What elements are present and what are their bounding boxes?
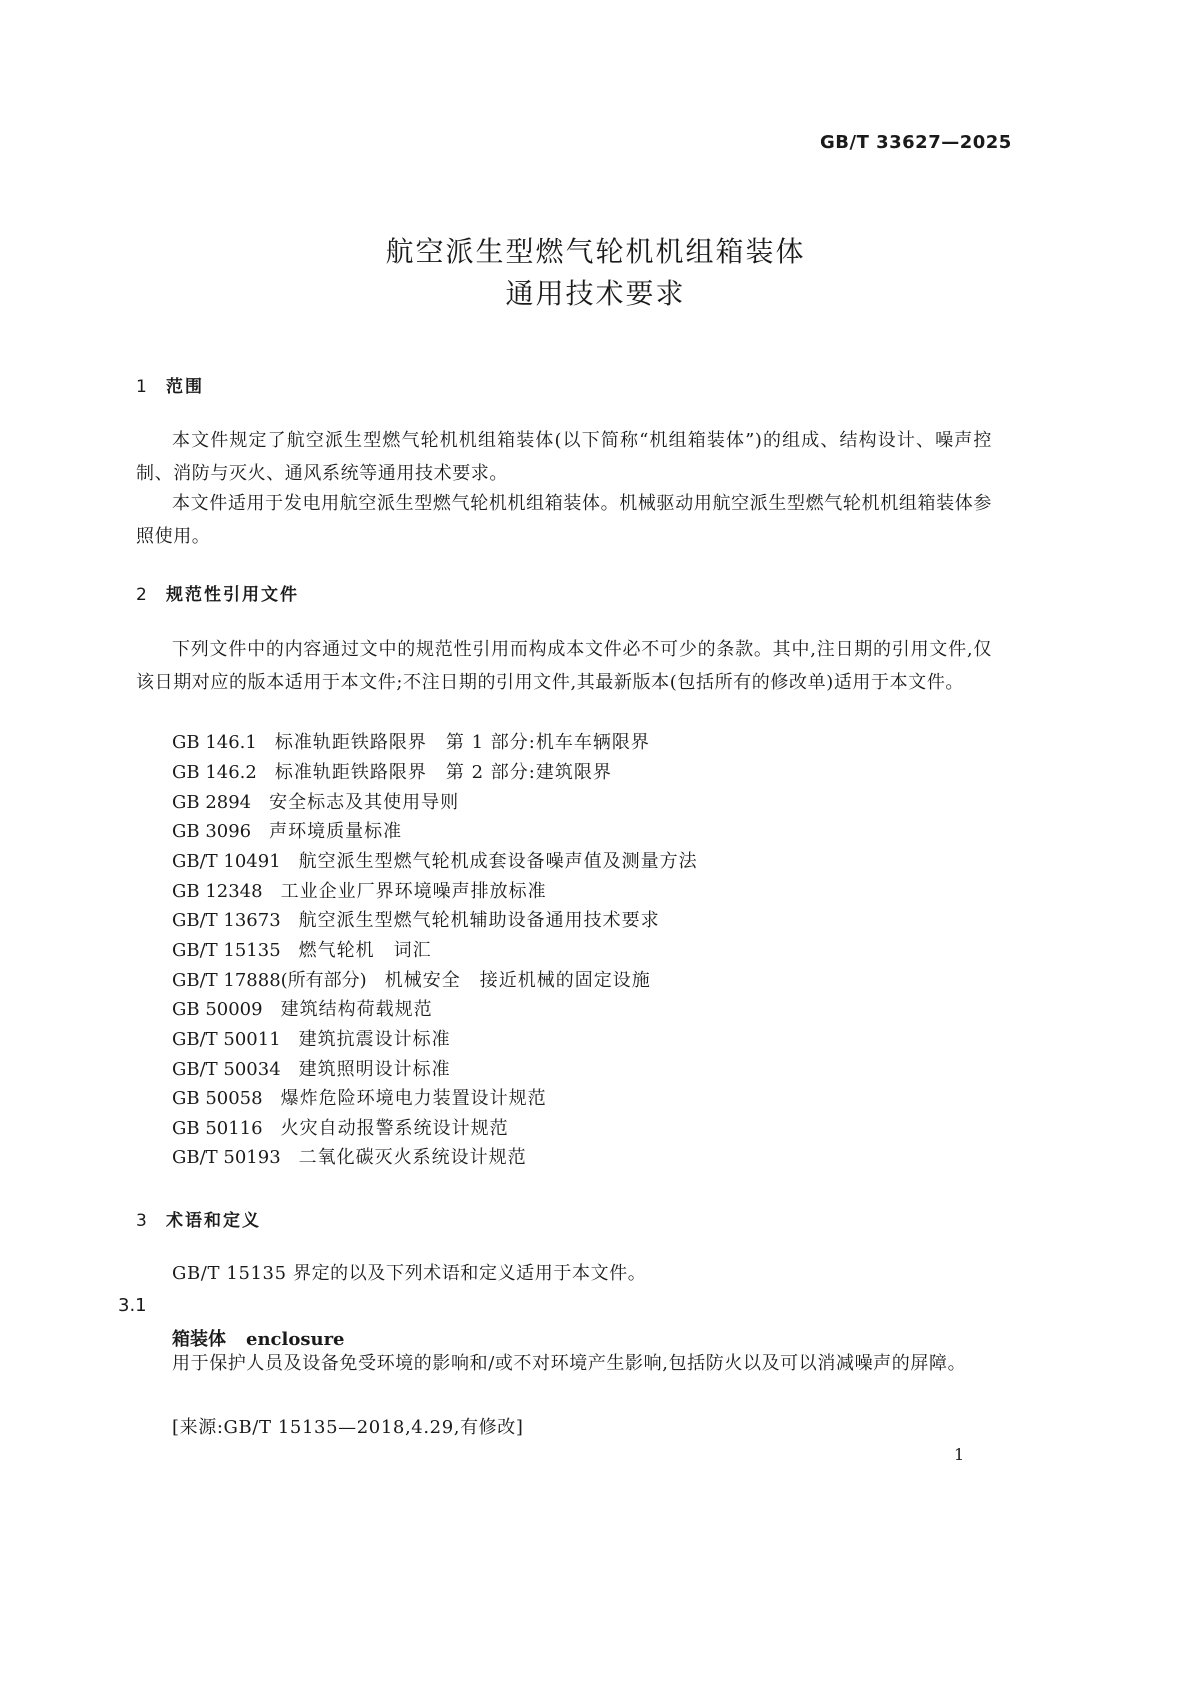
reference-name: 建筑抗震设计标准 — [298, 1029, 451, 1050]
document-title-line-2: 通用技术要求 — [505, 277, 686, 310]
reference-item — [172, 817, 402, 843]
reference-name: 标准轨距铁路限界 第 1 部分:机车车辆限界 — [274, 732, 650, 753]
reference-item — [172, 936, 432, 962]
reference-name: 机械安全 接近机械的固定设施 — [384, 970, 651, 991]
reference-code: GB 146.1 — [172, 732, 257, 753]
document-title-line-1: 航空派生型燃气轮机机组箱装体 — [385, 235, 806, 268]
reference-item — [172, 906, 660, 932]
reference-name: 标准轨距铁路限界 第 2 部分:建筑限界 — [274, 762, 612, 783]
reference-code: GB 50116 — [172, 1118, 263, 1139]
reference-item — [172, 788, 459, 814]
reference-name: 声环境质量标准 — [269, 821, 403, 842]
reference-name: 建筑照明设计标准 — [298, 1059, 451, 1080]
reference-item — [172, 1055, 451, 1081]
reference-item — [172, 966, 651, 992]
reference-item — [172, 847, 698, 873]
reference-name: 火灾自动报警系统设计规范 — [280, 1118, 509, 1139]
reference-code: GB 2894 — [172, 792, 252, 813]
reference-name: 燃气轮机 词汇 — [298, 940, 432, 961]
section-1-paragraph-1: 本文件规定了航空派生型燃气轮机机组箱装体(以下简称“机组箱装体”)的组成、结构设计、噪声控制、消防与灭火、通风系统等通用技术要求。 — [136, 430, 992, 484]
reference-code: GB/T 17888(所有部分) — [172, 970, 367, 991]
term-definition: 用于保护人员及设备免受环境的影响和/或不对环境产生影响,包括防火以及可以消减噪声的屏障。 — [172, 1353, 967, 1374]
section-1-heading — [136, 372, 204, 397]
reference-item — [172, 758, 612, 784]
section-1-paragraph-2: 本文件适用于发电用航空派生型燃气轮机机组箱装体。机械驱动用航空派生型燃气轮机机组箱装体参照使用。 — [136, 493, 992, 547]
reference-code: GB/T 10491 — [172, 851, 281, 872]
standard-code: GB/T 33627—2025 — [820, 132, 1012, 153]
reference-name: 航空派生型燃气轮机成套设备噪声值及测量方法 — [298, 851, 698, 872]
section-3-heading — [136, 1206, 261, 1231]
section-3-title: 术语和定义 — [166, 1211, 261, 1231]
term-chinese: 箱装体 — [172, 1329, 226, 1350]
reference-item — [172, 995, 433, 1021]
reference-code: GB 146.2 — [172, 762, 257, 783]
reference-name: 二氧化碳灭火系统设计规范 — [298, 1147, 527, 1168]
reference-code: GB/T 50034 — [172, 1059, 281, 1080]
reference-name: 建筑结构荷载规范 — [280, 999, 433, 1020]
reference-name: 安全标志及其使用导则 — [269, 792, 460, 813]
reference-code: GB 50058 — [172, 1088, 263, 1109]
section-2-number: 2 — [136, 585, 147, 605]
section-2-intro: 下列文件中的内容通过文中的规范性引用而构成本文件必不可少的条款。其中,注日期的引用文件,仅该日期对应的版本适用于本文件;不注日期的引用文件,其最新版本(包括所有的修改单)适用于本文件。 — [136, 639, 992, 693]
reference-item — [172, 1025, 451, 1051]
section-2-title: 规范性引用文件 — [166, 585, 299, 605]
page-number: 1 — [954, 1445, 965, 1464]
section-1-title: 范围 — [166, 377, 204, 397]
reference-item — [172, 728, 650, 754]
term-source: [来源:GB/T 15135—2018,4.29,有修改] — [172, 1417, 524, 1438]
reference-item — [172, 1143, 527, 1169]
reference-code: GB/T 15135 — [172, 940, 281, 961]
reference-item — [172, 1084, 547, 1110]
section-2-heading — [136, 580, 299, 605]
section-1-number: 1 — [136, 377, 147, 397]
reference-code: GB 12348 — [172, 881, 263, 902]
reference-name: 工业企业厂界环境噪声排放标准 — [280, 881, 547, 902]
reference-code: GB 3096 — [172, 821, 252, 842]
reference-item — [172, 877, 547, 903]
section-3-number: 3 — [136, 1211, 147, 1231]
term-english: enclosure — [246, 1329, 345, 1350]
reference-code: GB/T 13673 — [172, 910, 281, 931]
reference-name: 航空派生型燃气轮机辅助设备通用技术要求 — [298, 910, 660, 931]
reference-item — [172, 1114, 509, 1140]
term-number: 3.1 — [118, 1295, 147, 1316]
reference-code: GB/T 50193 — [172, 1147, 281, 1168]
reference-code: GB 50009 — [172, 999, 263, 1020]
section-3-intro: GB/T 15135 界定的以及下列术语和定义适用于本文件。 — [172, 1263, 647, 1284]
reference-code: GB/T 50011 — [172, 1029, 281, 1050]
reference-name: 爆炸危险环境电力装置设计规范 — [280, 1088, 547, 1109]
